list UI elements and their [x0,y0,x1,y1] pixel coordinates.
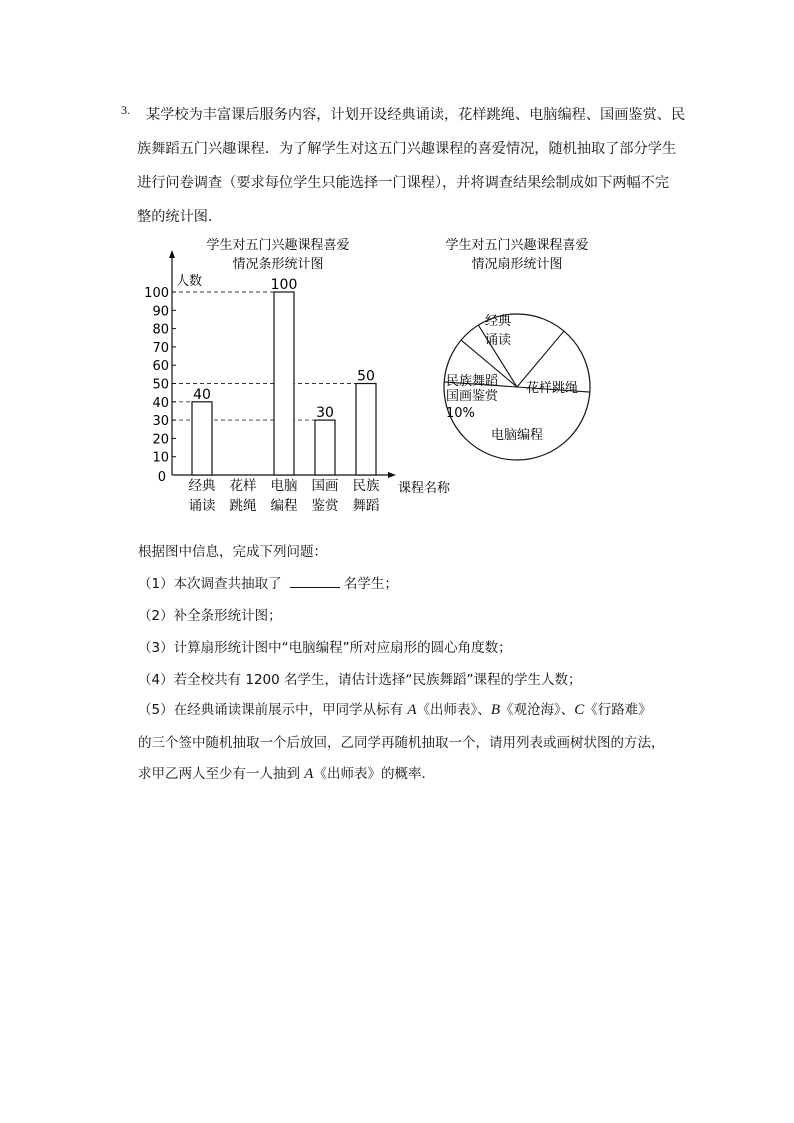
y-tick-label: 90 [152,304,169,320]
y-tick-label: 20 [152,432,169,448]
q5-text: 《观沧海》、 [499,702,575,718]
stem-line: 族舞蹈五门兴趣课程．为了解学生对这五门兴趣课程的喜爱情况，随机抽取了部分学生 [137,141,677,157]
x-tick-label: 鉴赏 [311,498,339,514]
y-tick-label: 0 [157,470,166,485]
question-number: 3. [121,103,130,117]
question-2: （2）补全条形统计图； [138,608,282,624]
pie-slice-label: 民族舞蹈 [445,374,499,389]
y-axis-label: 人数 [176,274,203,289]
y-tick-label: 40 [152,395,169,411]
x-tick-label: 民族 [352,478,380,494]
question-intro: 根据图中信息，完成下列问题： [138,544,327,560]
question-1-suffix: 名学生； [343,576,398,592]
bar [192,402,212,475]
bar [274,292,294,475]
question-1-prefix: （1）本次调查共抽取了 [138,576,286,592]
x-tick-label: 电脑 [270,478,298,494]
q5-text: 《行路难》 [584,702,652,718]
answer-blank[interactable] [290,575,340,588]
bar-chart-title-line1: 学生对五门兴趣课程喜爱 [206,238,350,253]
x-tick-label: 跳绳 [229,498,257,514]
stem-line: 进行问卷调查（要求每位学生只能选择一门课程），并将调查结果绘制成如下两幅不完 [137,175,670,191]
q5-label-b: B [490,702,500,718]
y-tick-label: 80 [152,322,169,338]
x-tick-label: 舞蹈 [352,498,380,514]
x-axis-arrow [388,472,396,478]
x-tick-label: 诵读 [188,498,216,514]
x-tick-label: 国画 [311,478,339,494]
y-tick-label: 10 [152,450,169,466]
y-tick-label: 50 [152,377,169,393]
question-5-line2: 的三个签中随机抽取一个后放回，乙同学再随机抽取一个，请用列表或画树状图的方法， [138,735,665,751]
q5-label-a: A [304,766,314,782]
x-tick-label: 花样 [229,478,257,494]
data-label: 100 [270,277,298,293]
data-label: 50 [357,368,375,385]
data-label: 30 [316,405,334,422]
pie-chart-title-line2: 情况扇形统计图 [471,257,563,272]
q5-text: 《出师表》的概率． [313,766,435,782]
pie-chart [420,230,640,470]
question-4: （4）若全校共有 1200 名学生，请估计选择“民族舞蹈”课程的学生人数； [138,672,582,688]
y-tick-label: 70 [152,340,169,356]
bar-chart [140,230,460,520]
q5-label-c: C [574,702,585,718]
stem-line: 整的统计图． [137,209,223,225]
y-tick-label: 100 [144,286,169,301]
x-axis-label: 课程名称 [398,481,451,496]
question-5-line1 [138,698,652,719]
q5-text: 《出师表》、 [416,702,491,718]
q5-text: 求甲乙两人至少有一人抽到 [138,766,305,782]
question-5-line3 [138,762,435,783]
y-tick-label: 60 [152,359,169,375]
bar [356,384,376,476]
pie-slice-percent: 10% [446,406,475,421]
stem-line: 某学校为丰富课后服务内容，计划开设经典诵读，花样跳绳、电脑编程、国画鉴赏、民 [146,107,686,123]
pie-slice-label: 电脑编程 [490,428,544,443]
y-axis-arrow [169,250,175,258]
x-tick-label: 经典 [188,478,216,494]
pie-chart-title-line1: 学生对五门兴趣课程喜爱 [445,238,589,253]
q5-label-a: A [407,702,417,718]
data-label: 40 [193,386,211,403]
q5-text: （5）在经典诵读课前展示中，甲同学从标有 [138,702,408,718]
bar [315,420,335,475]
pie-slice-label: 国画鉴赏 [446,389,499,404]
pie-slice-label: 诵读 [484,333,512,348]
question-1 [138,572,398,592]
bar-chart-title-line2: 情况条形统计图 [232,257,324,272]
x-tick-label: 编程 [270,498,298,514]
y-tick-label: 30 [152,414,169,430]
pie-slice-label: 花样跳绳 [525,381,579,396]
problem-stem [137,98,686,234]
question-3: （3）计算扇形统计图中“电脑编程”所对应扇形的圆心角度数； [138,640,512,656]
pie-slice-label: 经典 [484,314,512,329]
